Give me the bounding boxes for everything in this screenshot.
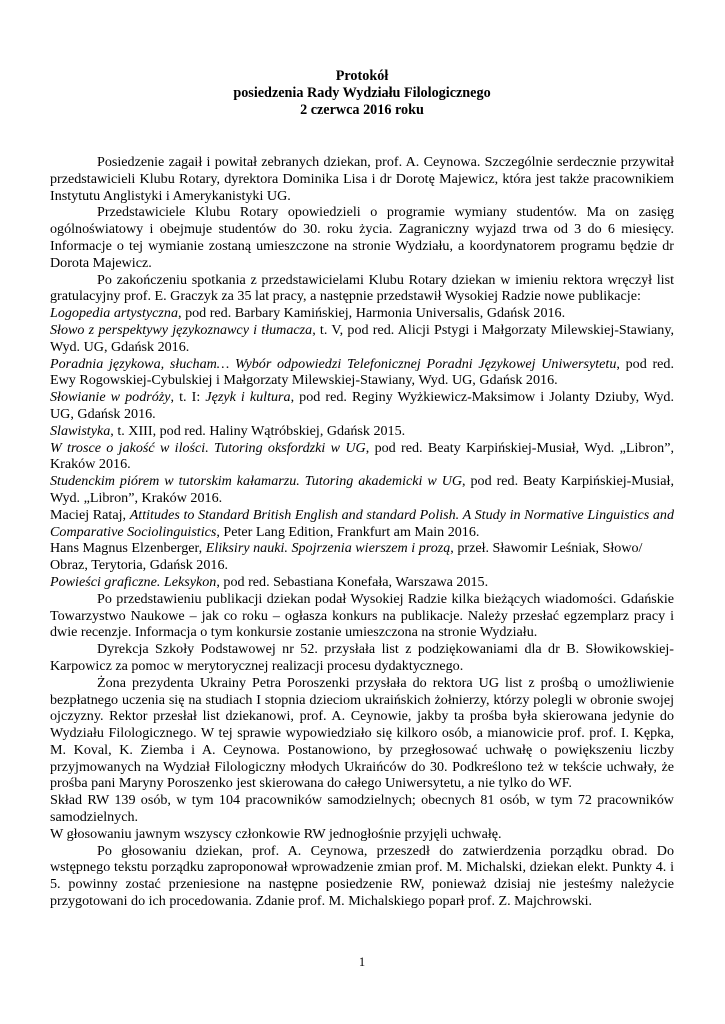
publication-item: Poradnia językowa, słucham… Wybór odpowiedzi Telefonicznej Poradni Językowej Uniwersytetu, pod red. Ewy Rogowskiej-Cybulskiej i Małgorzaty Milewskiej-Stawiany, Wyd. UG, Gdańsk 2016.	[50, 355, 674, 389]
publication-item: Słowo z perspektywy językoznawcy i tłumacza, t. V, pod red. Alicji Pstygi i Małgorzaty Milewskiej-Stawiany, Wyd. UG, Gdańsk 2016.	[50, 321, 674, 355]
page-number: 1	[358, 955, 366, 969]
paragraph-opening: Posiedzenie zagaił i powitał zebranych dziekan, prof. A. Ceynowa. Szczególnie serdecznie przywitał przedstawicieli Klubu Rotary, dyrektora Dominika Lisa i dr Dorotę Majewicz, która jest także pracownikiem Instytutu Anglistyki i Amerykanistyki UG.	[50, 154, 674, 204]
publication-item: W trosce o jakość w ilości. Tutoring oksfordzki w UG, pod red. Beaty Karpińskiej-Musiał, Wyd. „Libron”, Kraków 2016.	[50, 439, 675, 473]
title-line-3: 2 czerwca 2016 roku	[300, 102, 424, 118]
council-composition: Skład RW 139 osób, w tym 104 pracowników samodzielnych; obecnych 81 osób, w tym 72 pracowników samodzielnych.	[50, 792, 674, 826]
document-title	[50, 68, 674, 119]
document-page	[50, 0, 674, 1024]
publication-item: Slawistyka, t. XIII, pod red. Haliny Wątróbskiej, Gdańsk 2015.	[50, 422, 406, 439]
publication-item: Powieści graficzne. Leksykon, pod red. Sebastiana Konefała, Warszawa 2015.	[50, 573, 489, 590]
title-line-2: posiedzenia Rady Wydziału Filologicznego	[233, 85, 491, 101]
publication-item: Studenckim piórem w tutorskim kałamarzu. Tutoring akademicki w UG, pod red. Beaty Karpińskiej-Musiał, Wyd. „Libron”, Kraków 2016.	[50, 473, 674, 506]
publication-item: Logopedia artystyczna, pod red. Barbary Kamińskiej, Harmonia Universalis, Gdańsk 2016.	[50, 305, 566, 322]
publication-list	[50, 305, 674, 591]
paragraph-agenda: Po głosowaniu dziekan, prof. A. Ceynowa, przeszedł do zatwierdzenia porządku obrad. Do wstępnego tekstu porządku zaproponował wprowadzenie zmian prof. M. Michalski, dziekan elekt. Punkty 4. i 5. powinny zostać przeniesione na następne posiedzenie RW, ponieważ dzisiaj nie jesteśmy należycie przygotowani do ich procedowania. Zdanie prof. M. Michalskiego poparł prof. Z. Majchrowski.	[50, 842, 674, 910]
paragraph-ukraine-request: Żona prezydenta Ukrainy Petra Poroszenki przysłała do rektora UG list z prośbą o umożliwienie bezpłatnego uczenia się na studiach I stopnia dzieciom ukraińskich żołnierzy, którzy polegli w obronie swojej ojczyzny. Rektor przesłał list dziekanowi, prof. A. Ceynowie, jakby ta prośba była skierowana jedynie do Wydziału Filologicznego. W tej sprawie wypowiedziało się kilkoro osób, a mianowicie prof. prof. I. Kępka, M. Koval, K. Ziemba i A. Ceynowa. Postanowiono, by przegłosować uchwałę o powiększeniu liczby przyjmowanych na Wydział Filologiczny młodych Ukraińców do 30. Podkreślono też w tekście uchwały, że prośba pani Maryny Poroszenko jest skierowana do całego Uniwersytetu, a nie tylko do WF.	[50, 674, 674, 792]
paragraph-announcements: Po przedstawieniu publikacji dziekan podał Wysokiej Radzie kilka bieżących wiadomości. Gdańskie Towarzystwo Naukowe – jak co roku – ogłasza konkurs na publikacje. Należy przesłać egzemplarz pracy i dwie recenzje. Informacja o tym konkursie zostanie umieszczona na stronie Wydziału.	[50, 590, 674, 641]
publication-item: Słowianie w podróży, t. I: Język i kultura, pod red. Reginy Wyżkiewicz-Maksimow i Jolanty Dziuby, Wyd. UG, Gdańsk 2016.	[50, 389, 674, 422]
paragraph-rotary: Przedstawiciele Klubu Rotary opowiedzieli o programie wymiany studentów. Ma on zasięg ogólnoświatowy i obejmuje studentów do 30. roku życia. Zagraniczny wyjazd trwa od 3 do 6 miesięcy. Informacje o tej wymianie zostaną umieszczone na stronie Wydziału, a koordynatorem programu będzie dr Dorota Majewicz.	[50, 204, 674, 271]
publication-item: Hans Magnus Elzenberger, Eliksiry nauki. Spojrzenia wierszem i prozą, przeł. Sławomir Leśniak, Słowo/ Obraz, Terytoria, Gdańsk 2016.	[50, 540, 643, 574]
paragraph-school-letter: Dyrekcja Szkoły Podstawowej nr 52. przysłała list z podziękowaniami dla dr B. Słowikowskiej-Karpowicz za pomoc w merytorycznej realizacji procesu dydaktycznego.	[50, 641, 674, 674]
document-body	[50, 154, 674, 910]
paragraph-publications-intro: Po zakończeniu spotkania z przedstawicielami Klubu Rotary dziekan w imieniu rektora wręczył list gratulacyjny prof. E. Graczyk za 35 lat pracy, a następnie przedstawił Wysokiej Radzie nowe publikacje:	[50, 271, 674, 305]
vote-result: W głosowaniu jawnym wszyscy członkowie RW jednogłośnie przyjęli uchwałę.	[50, 825, 502, 842]
title-line-1: Protokół	[335, 68, 389, 84]
publication-item: Maciej Rataj, Attitudes to Standard British English and standard Polish. A Study in Normative Linguistics and Comparative Sociolinguistics, Peter Lang Edition, Frankfurt am Main 2016.	[50, 506, 674, 540]
